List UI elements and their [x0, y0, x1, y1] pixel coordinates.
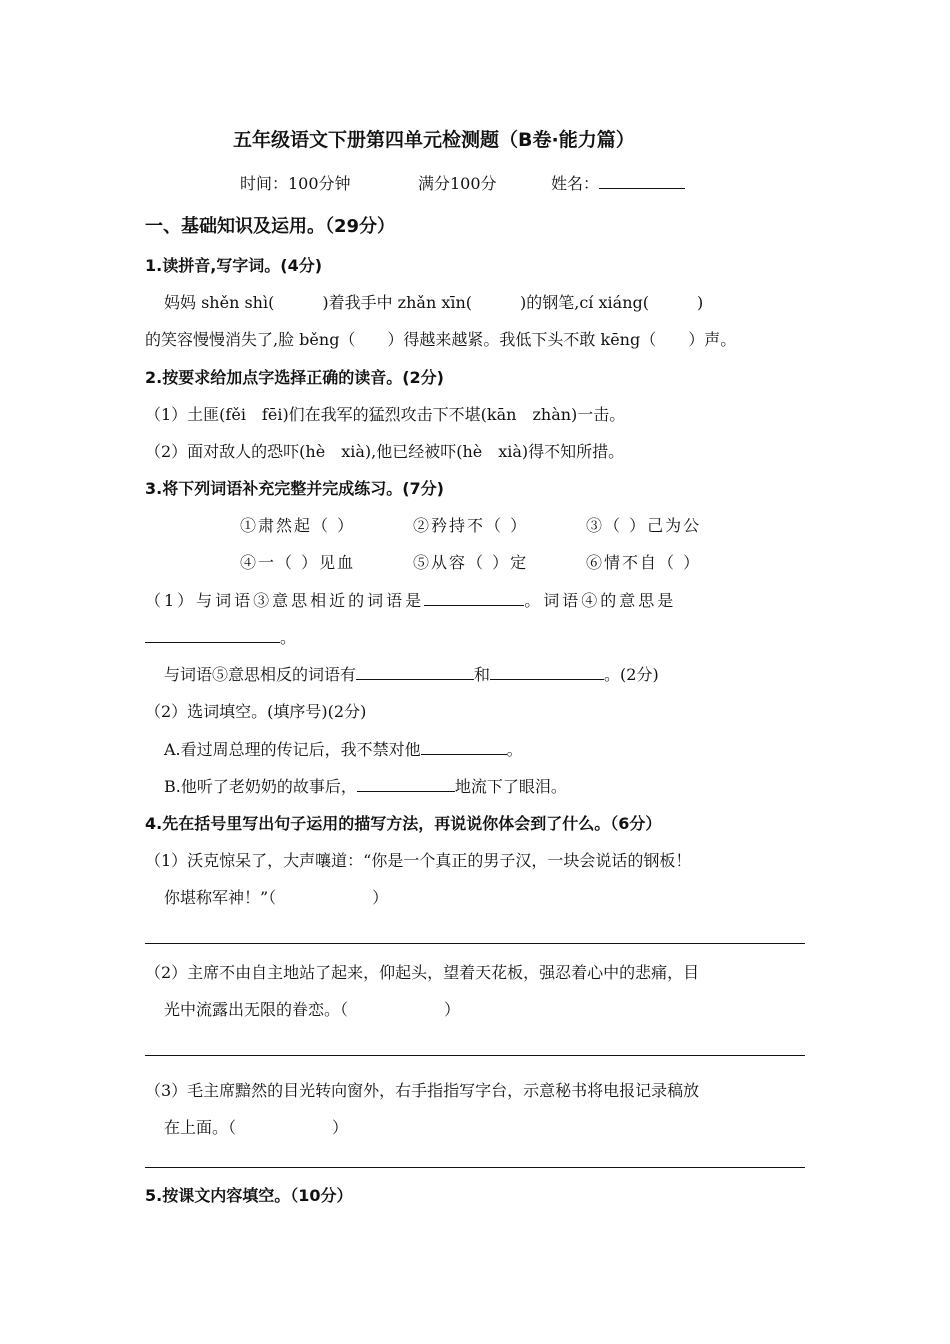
q4-item2-line1: （2）主席不由自主地站了起来，仰起头，望着天花板，强忍着心中的悲痛，目 — [145, 963, 700, 982]
idiom-2: ②矜持不（ ） — [413, 516, 529, 535]
q4-heading: 4.先在括号里写出句子运用的描写方法，再说说你体会到了什么。（6分） — [145, 814, 662, 833]
blank-opposite-2[interactable] — [490, 665, 604, 680]
blank-opposite-1[interactable] — [356, 665, 474, 680]
q3-sub2: （2）选词填空。(填序号)(2分) — [145, 702, 367, 721]
q3-sub1-text-f: 。(2分) — [604, 665, 659, 684]
blank-meaning[interactable] — [145, 628, 280, 643]
q4-item3-line2: 在上面。（ ） — [164, 1118, 349, 1137]
q3-sub2-b — [164, 776, 567, 798]
q4-item1-line1: （1）沃克惊呆了，大声嚷道：“你是一个真正的男子汉，一块会说话的钢板！ — [145, 851, 692, 870]
q5-heading: 5.按课文内容填空。（10分） — [145, 1186, 353, 1205]
q1-line1: 妈妈 shěn shì( )着我手中 zhǎn xīn( )的钢笔,cí xiáng( ) — [164, 293, 704, 312]
q3-sub2-b-start: B.他听了老奶奶的故事后， — [164, 777, 357, 796]
idiom-6: ⑥情不自（ ） — [586, 553, 702, 572]
q3-sub1-text-d: 与词语⑤意思相反的词语有 — [164, 665, 357, 684]
name-label: 姓名： — [551, 174, 600, 193]
q2-item2: （2）面对敌人的恐吓(hè xià),他已经被吓(hè xià)得不知所措。 — [145, 442, 625, 461]
q4-item2-line2: 光中流露出无限的眷恋。（ ） — [164, 1000, 461, 1019]
answer-line-3[interactable] — [145, 1167, 805, 1168]
info-name — [551, 173, 685, 195]
name-blank[interactable] — [599, 174, 685, 189]
idiom-4: ④一（ ）见血 — [240, 553, 356, 572]
answer-line-2[interactable] — [145, 1055, 805, 1056]
blank-similar[interactable] — [424, 591, 524, 606]
q3-sub1-line3 — [164, 664, 659, 686]
info-time: 时间：100分钟 — [240, 174, 351, 193]
q1-line2: 的笑容慢慢消失了,脸 běng（ ）得越来越紧。我低下头不敢 kēng（ ）声。 — [145, 330, 737, 349]
page-title: 五年级语文下册第四单元检测题（B卷·能力篇） — [233, 129, 635, 151]
q4-item3-line1: （3）毛主席黯然的目光转向窗外，右手指指写字台，示意秘书将电报记录稿放 — [145, 1081, 700, 1100]
q3-sub2-a — [164, 739, 523, 761]
q3-sub2-b-end: 地流下了眼泪。 — [454, 777, 567, 796]
blank-fill-a[interactable] — [421, 740, 507, 755]
q3-sub2-a-end: 。 — [506, 740, 523, 759]
q3-heading: 3.将下列词语补充完整并完成练习。(7分) — [145, 479, 444, 498]
q3-sub1-text-b: 。词语④的意思是 — [524, 591, 677, 610]
q2-item1: （1）土匪(fěi fēi)们在我军的猛烈攻击下不堪(kān zhàn)一击。 — [145, 405, 626, 424]
q2-heading: 2.按要求给加点字选择正确的读音。(2分) — [145, 368, 444, 387]
idiom-5: ⑤从容（ ）定 — [413, 553, 529, 572]
blank-fill-b[interactable] — [357, 777, 455, 792]
answer-line-1[interactable] — [145, 943, 805, 944]
idiom-1: ①肃然起（ ） — [240, 516, 356, 535]
q1-heading: 1.读拼音,写字词。(4分) — [145, 256, 323, 275]
q3-sub1-line2 — [145, 627, 296, 649]
q3-sub2-a-text: A.看过周总理的传记后，我不禁对他 — [164, 740, 421, 759]
info-score: 满分100分 — [418, 174, 497, 193]
idiom-3: ③（ ）己为公 — [586, 516, 702, 535]
q3-sub1-text-e: 和 — [474, 665, 491, 684]
q3-sub1-text-c: 。 — [280, 628, 297, 647]
q3-sub1-text-a: （1）与词语③意思相近的词语是 — [145, 591, 425, 610]
section-1-heading: 一、基础知识及运用。（29分） — [145, 216, 396, 237]
q4-item1-line2: 你堪称军神！”（ ） — [164, 888, 389, 907]
q3-sub1-line1 — [145, 590, 676, 612]
